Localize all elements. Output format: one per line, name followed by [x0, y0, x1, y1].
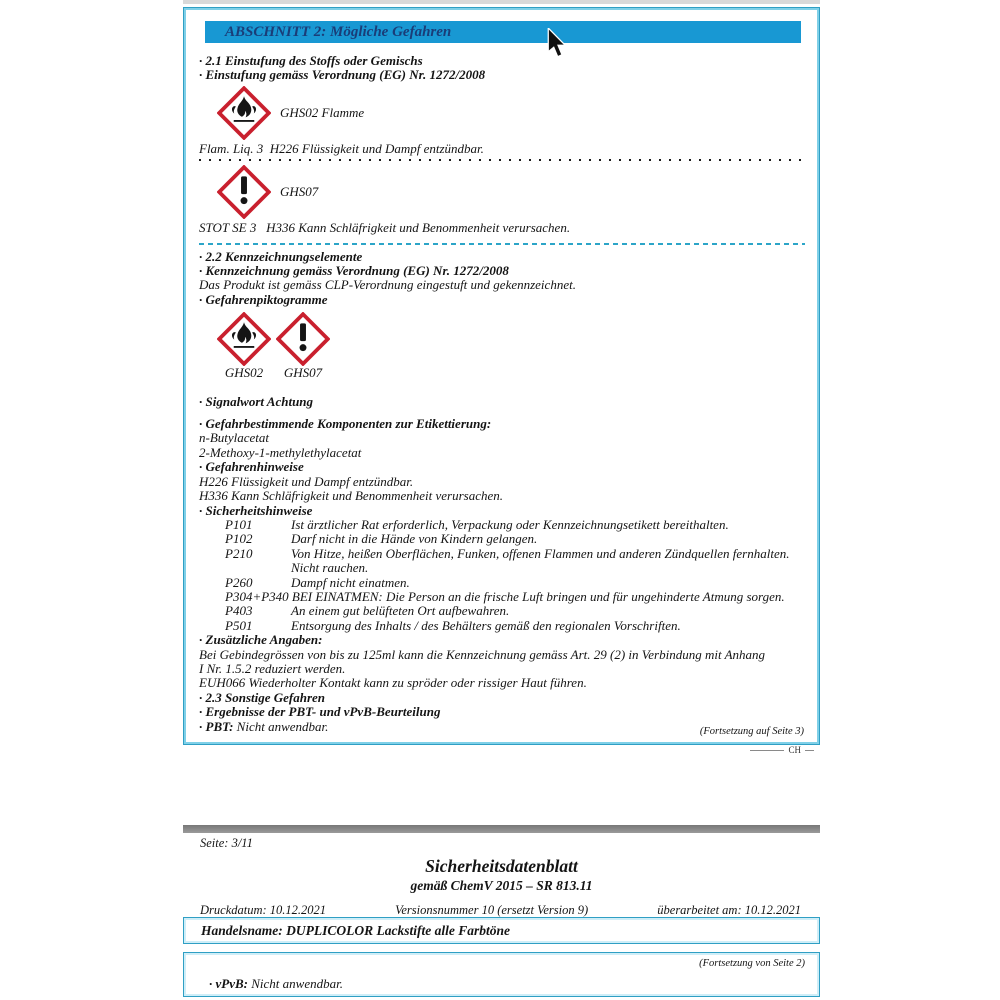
content-line: Flam. Liq. 3 H226 Flüssigkeit und Dampf entzündbar. [199, 140, 484, 156]
ghs02-flame-icon [217, 86, 271, 140]
p-text: Darf nicht in die Hände von Kindern gelangen. [291, 531, 538, 547]
page-footer-mark [183, 744, 820, 756]
p-code: P210 [225, 545, 253, 561]
content-line: · Gefahrbestimmende Komponenten zur Etikettierung: [199, 416, 492, 432]
cursor-icon [546, 28, 568, 58]
content-line: · Signalwort Achtung [199, 393, 314, 409]
content-line: · Gefahrenpiktogramme [199, 291, 328, 307]
line-value: Nicht anwendbar. [233, 718, 329, 734]
content-line: n-Butylacetat [199, 430, 270, 446]
p-statement-row [199, 619, 805, 633]
p-code: P260 [225, 574, 253, 590]
content-line: · Ergebnisse der PBT- und vPvB-Beurteilung [199, 704, 441, 720]
hazard-pictogram-block [217, 86, 805, 140]
content-line: H226 Flüssigkeit und Dampf entzündbar. [199, 473, 414, 489]
p-text: Dampf nicht einatmen. [291, 574, 410, 590]
next-page-header [183, 836, 820, 918]
footer-rule [750, 750, 784, 751]
content-line: I Nr. 1.5.2 reduziert werden. [199, 660, 346, 676]
country-code: CH [788, 745, 801, 755]
content-line: 2-Methoxy-1-methylethylacetat [199, 444, 362, 460]
p-text: Von Hitze, heißen Oberflächen, Funken, offenen Flammen und anderen Zündquellen fernhalten. [291, 545, 790, 561]
ghs07-exclamation-icon [217, 165, 271, 219]
content-line: · 2.3 Sonstige Gefahren [199, 689, 326, 705]
content-line: · 2.2 Kennzeichnungselemente [199, 248, 363, 264]
content-line: Das Produkt ist gemäss CLP-Verordnung eingestuft und gekennzeichnet. [199, 277, 576, 293]
continuation-note: (Fortsetzung auf Seite 3) [699, 726, 804, 737]
p-text: Ist ärztlicher Rat erforderlich, Verpackung oder Kennzeichnungsetikett bereithalten. [291, 516, 729, 532]
page-number: Seite: 3/11 [200, 836, 253, 850]
pictogram-label: GHS07 [280, 184, 319, 200]
version-number: Versionsnummer 10 (ersetzt Version 9) [395, 903, 589, 917]
handelsname-text: Handelsname: DUPLICOLOR Lackstifte alle Farbtöne [201, 922, 510, 938]
footer-rule [805, 750, 814, 751]
pictogram-label: GHS02 Flamme [280, 104, 365, 120]
content-line: H336 Kann Schläfrigkeit und Benommenheit verursachen. [199, 488, 503, 504]
content-line: P304+P340 BEI EINATMEN: Die Person an die frische Luft bringen und für ungehinderte Atmung sorgen. [225, 588, 785, 604]
page-edge-strip [183, 0, 820, 4]
print-date: Druckdatum: 10.12.2021 [200, 903, 327, 917]
p-text: An einem gut belüfteten Ort aufbewahren. [291, 603, 510, 619]
p-statement-row [199, 518, 805, 532]
hazard-pictogram-block [217, 165, 805, 219]
p-code: P403 [225, 603, 253, 619]
dashed-separator [199, 243, 805, 245]
document-title: Sicherheitsdatenblatt [425, 856, 578, 876]
content-line: · Sicherheitshinweise [199, 502, 313, 518]
p-code: P501 [225, 617, 253, 633]
dotted-separator [199, 159, 803, 161]
ghs07-exclamation-icon [276, 312, 330, 366]
p-statement-row [199, 547, 805, 561]
p-text: Entsorgung des Inhalts / des Behälters gemäß den regionalen Vorschriften. [291, 617, 681, 633]
p-text: Nicht rauchen. [291, 560, 369, 576]
p-code: P102 [225, 531, 253, 547]
content-line: · Zusätzliche Angaben: [199, 632, 323, 648]
p-code: P101 [225, 516, 253, 532]
pictogram-label: GHS02 [224, 365, 264, 381]
revision-date: überarbeitet am: 10.12.2021 [657, 903, 801, 917]
document-meta-row [183, 903, 820, 918]
section-header-bar [205, 21, 801, 43]
line-label: · PBT: [199, 718, 234, 734]
pictogram-label: GHS07 [283, 365, 323, 381]
content-line: · Kennzeichnung gemäss Verordnung (EG) Nr. 1272/2008 [199, 263, 509, 279]
p-statement-row [199, 576, 805, 590]
content-line: · Gefahrenhinweise [199, 459, 304, 475]
continuation-from-note: (Fortsetzung von Seite 2) [699, 958, 805, 969]
content-line: Bei Gebindegrössen von bis zu 125ml kann die Kennzeichnung gemäss Art. 29 (2) in Verbindung mit Anhang [199, 646, 766, 662]
p-statement-row [199, 604, 805, 618]
section-header-title: ABSCHNITT 2: Mögliche Gefahren [225, 24, 452, 40]
section2-box [183, 7, 820, 745]
continuation-box [183, 952, 820, 997]
p-statement-row [199, 561, 805, 575]
hazard-pictogram-cell [276, 312, 330, 380]
document-subtitle: gemäß ChemV 2015 – SR 813.11 [410, 878, 593, 893]
handelsname-box [183, 917, 820, 944]
ghs02-flame-icon [217, 312, 271, 366]
p-statement-row [199, 532, 805, 546]
content-line: STOT SE 3 H336 Kann Schläfrigkeit und Benommenheit verursachen. [199, 220, 571, 236]
p-code [225, 561, 291, 575]
vpvb-value: Nicht anwendbar. [247, 976, 343, 991]
section2-content [199, 54, 805, 734]
vpvb-label: · vPvB: [209, 976, 248, 991]
content-line: EUH066 Wiederholter Kontakt kann zu spröder oder rissiger Haut führen. [199, 675, 587, 691]
page-break-bar [183, 825, 820, 833]
hazard-pictogram-row [217, 312, 805, 380]
vpvb-line [209, 976, 343, 992]
content-line: · Einstufung gemäss Verordnung (EG) Nr. 1272/2008 [199, 67, 486, 83]
content-line: · 2.1 Einstufung des Stoffs oder Gemischs [199, 53, 423, 68]
hazard-pictogram-cell [217, 312, 271, 380]
